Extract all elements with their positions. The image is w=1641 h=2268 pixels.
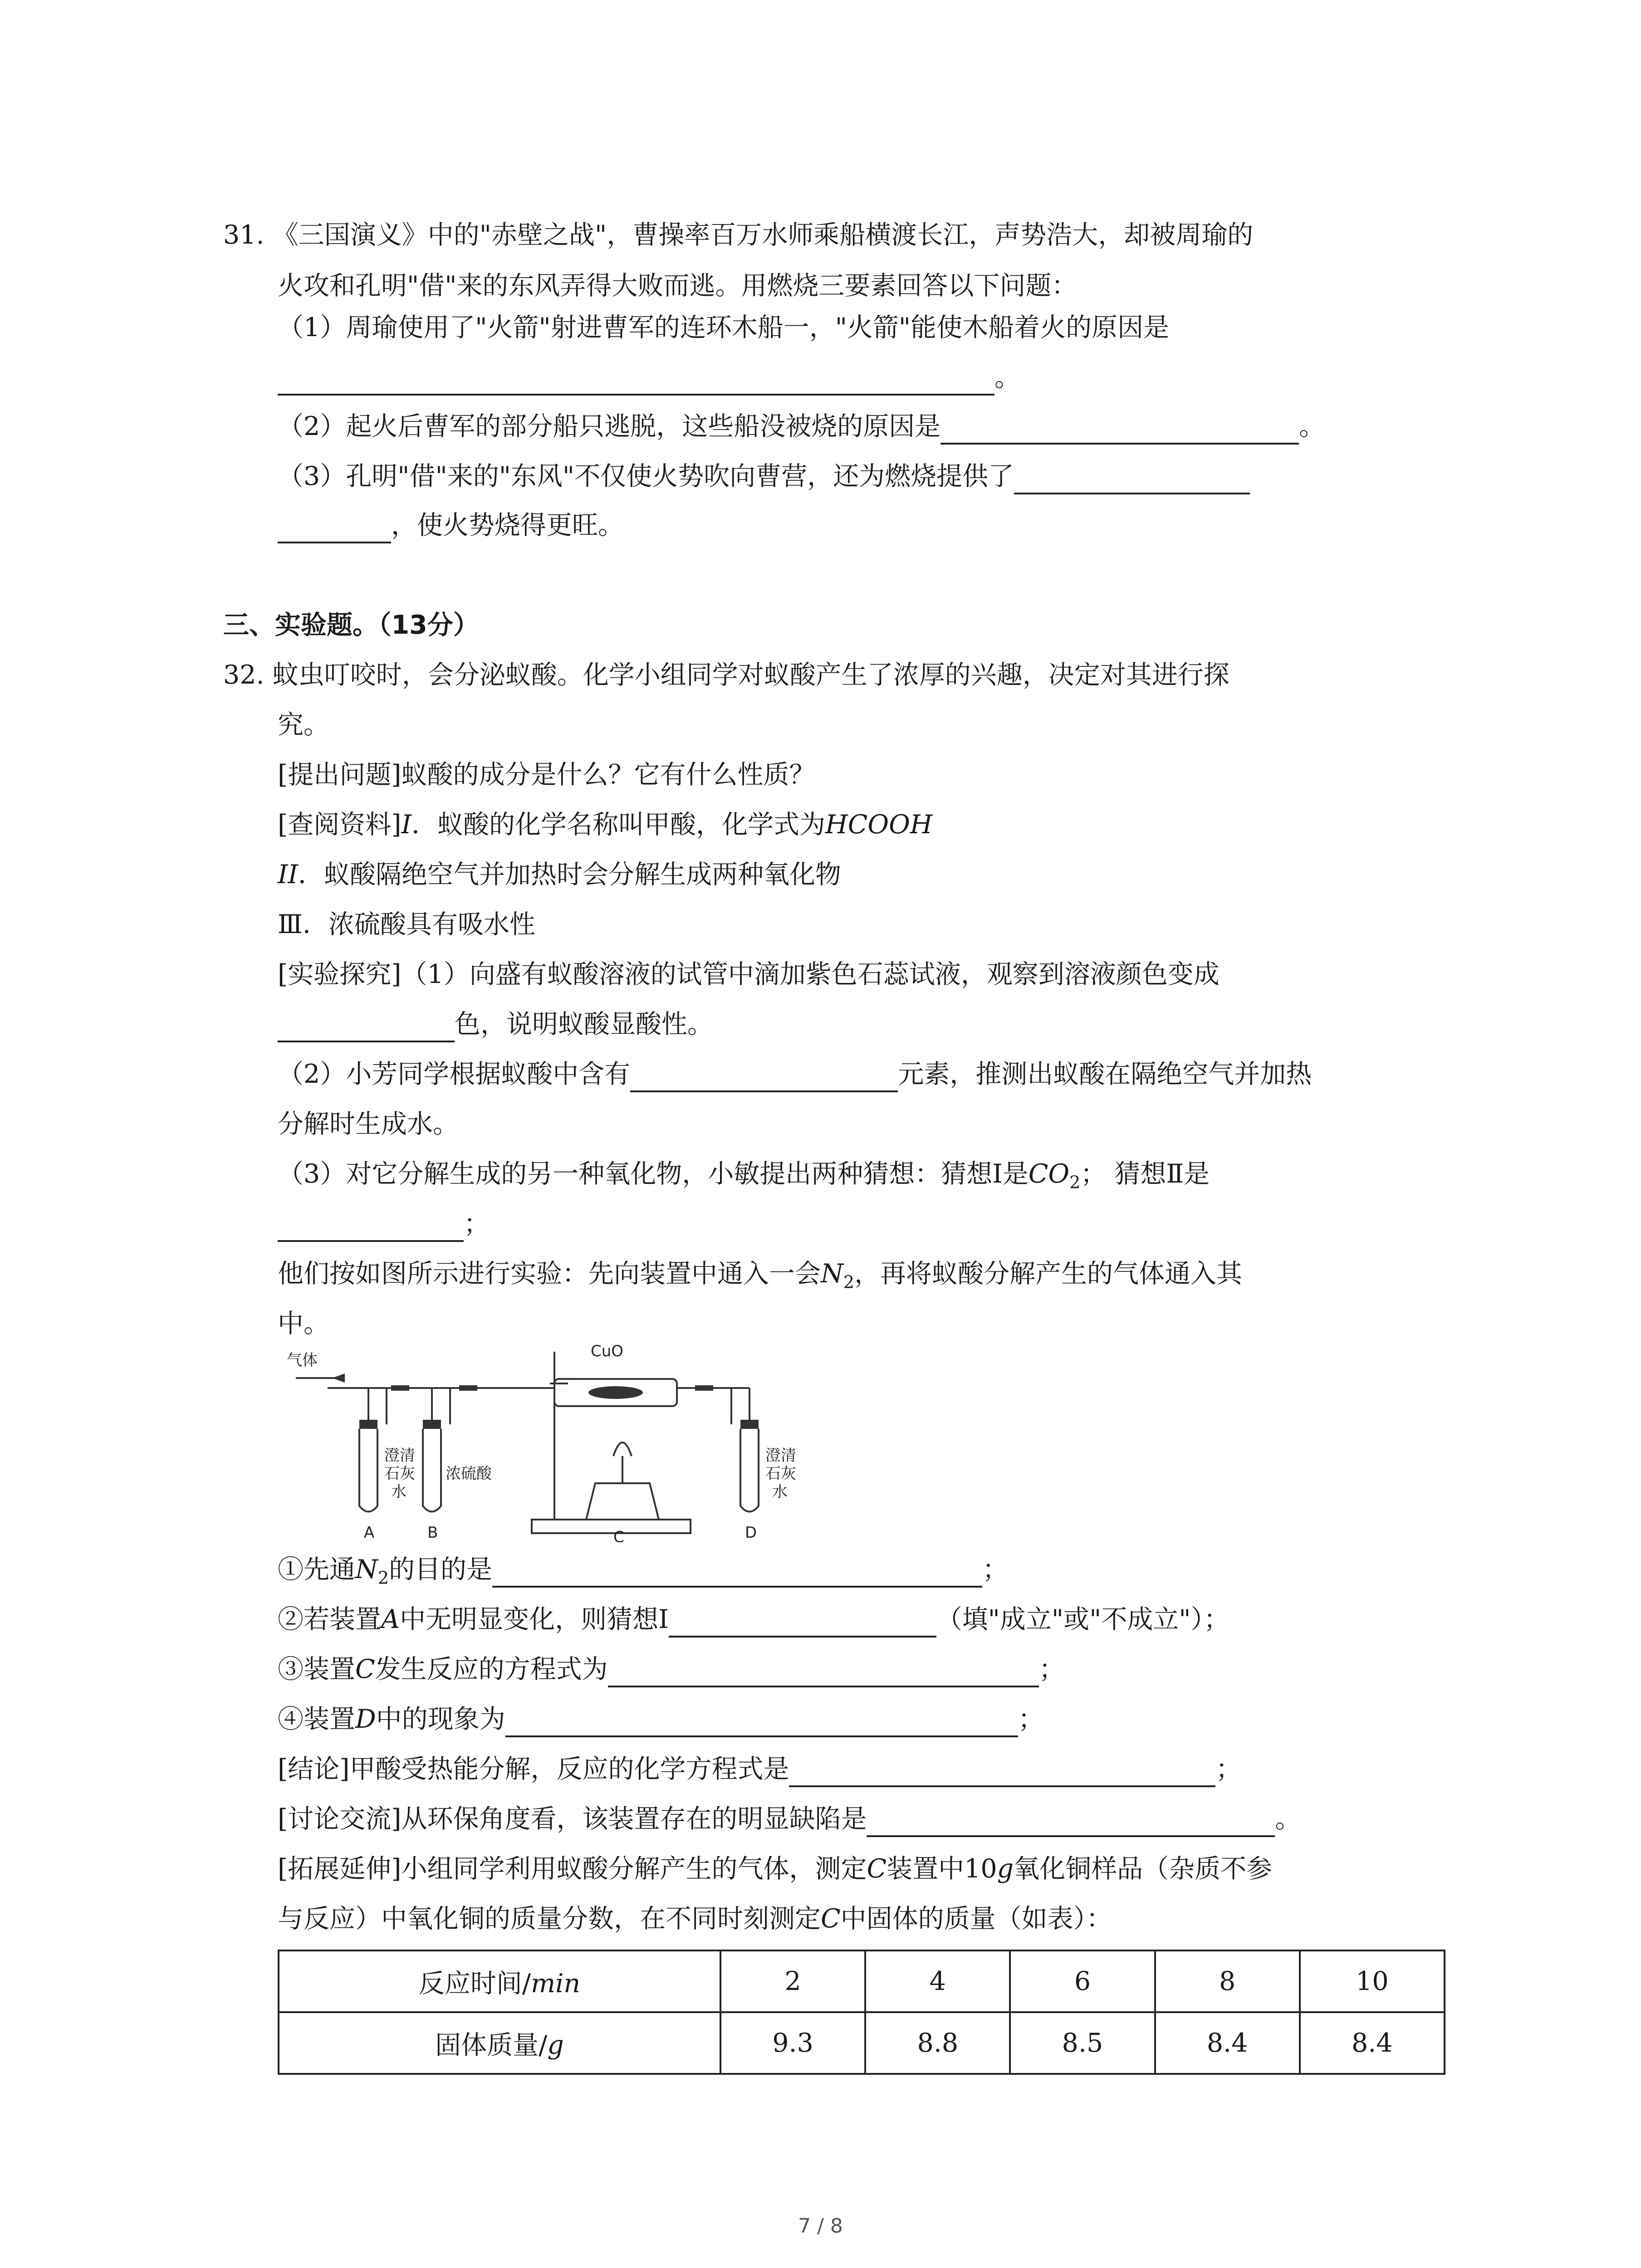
q31-part1: （1）周瑜使用了"火箭"射进曹军的连环木船一，"火箭"能使木船着火的原因是 — [278, 313, 1170, 342]
answer-blank[interactable] — [278, 1012, 455, 1042]
q31-line2: 火攻和孔明"借"来的东风弄得大败而逃。用燃烧三要素回答以下问题： — [278, 271, 1078, 301]
diagram-letter-a: A — [364, 1524, 375, 1542]
table-row-header: 固体质量/g — [279, 2012, 720, 2074]
mass-table — [278, 1950, 1445, 2075]
q32-info2: II．蚁酸隔绝空气并加热时会分解生成两种氧化物 — [278, 860, 842, 890]
answer-blank[interactable] — [608, 1657, 1039, 1687]
q32-step4: ④装置D中的现象为 ； — [278, 1701, 1044, 1737]
answer-blank[interactable] — [941, 415, 1299, 445]
q32-exp3-cont: ； — [278, 1206, 490, 1242]
q32-exp2-cont: 分解时生成水。 — [278, 1109, 459, 1139]
answer-blank[interactable] — [492, 1558, 982, 1588]
q31-part2: （2）起火后曹军的部分船只逃脱，这些船没被烧的原因是 。 — [278, 408, 1325, 445]
q32-exp1: [实验探究]（1）向盛有蚁酸溶液的试管中滴加紫色石蕊试液，观察到溶液颜色变成 — [278, 959, 1220, 989]
q32-discussion: [讨论交流]从环保角度看，该装置存在的明显缺陷是 。 — [278, 1801, 1301, 1837]
table-cell: 10 — [1300, 1950, 1445, 2012]
diagram-d-label: 石灰 — [765, 1465, 796, 1483]
answer-blank[interactable] — [278, 366, 994, 396]
answer-blank[interactable] — [669, 1608, 936, 1637]
answer-blank[interactable] — [278, 1212, 464, 1242]
page-number: 7 / 8 — [798, 2214, 843, 2238]
q31-part3-cont: ，使火势烧得更旺。 — [278, 507, 624, 543]
table-row — [279, 1950, 1445, 2012]
diagram-gas-label: 气体 — [287, 1351, 318, 1369]
answer-blank[interactable] — [1014, 464, 1250, 494]
table-row-header: 反应时间/min — [279, 1950, 720, 2012]
q32-extension: [拓展延伸]小组同学利用蚁酸分解产生的气体，测定C装置中10g氧化铜样品（杂质不参 — [278, 1854, 1273, 1884]
diagram-b-label: 浓硫酸 — [446, 1465, 492, 1483]
answer-blank[interactable] — [630, 1062, 898, 1092]
section-title: 三、实验题。（13分） — [223, 610, 479, 640]
answer-blank[interactable] — [867, 1807, 1275, 1837]
q31-line1: 31. 《三国演义》中的"赤壁之战"，曹操率百万水师乘船横渡长江，声势浩大，却被周瑜的 — [223, 220, 1254, 250]
q32-step3: ③装置C发生反应的方程式为 ； — [278, 1651, 1065, 1687]
q32-line1: 32. 蚊虫叮咬时，会分泌蚁酸。化学小组同学对蚁酸产生了浓厚的兴趣，决定对其进行探 — [223, 660, 1230, 690]
diagram-d-label: 水 — [772, 1483, 788, 1501]
diagram-d-label: 澄清 — [765, 1447, 796, 1465]
table-cell: 8 — [1155, 1950, 1300, 2012]
q32-question: [提出问题]蚁酸的成分是什么？它有什么性质？ — [278, 760, 815, 790]
q32-exp1-cont: 色，说明蚁酸显酸性。 — [278, 1006, 713, 1042]
answer-blank[interactable] — [789, 1757, 1215, 1787]
table-cell: 8.5 — [1010, 2012, 1155, 2074]
answer-blank[interactable] — [278, 513, 391, 543]
q32-conclusion: [结论]甲酸受热能分解，反应的化学方程式是 ； — [278, 1751, 1241, 1787]
q32-procedure: 他们按如图所示进行实验：先向装置中通入一会$N_2$，再将蚁酸分解产生的气体通入其 — [278, 1259, 1243, 1292]
diagram-letter-c: C — [613, 1528, 624, 1542]
q31-part1-answer-line: 。 — [278, 359, 1020, 396]
q32-info1: [查阅资料]I．蚁酸的化学名称叫甲酸，化学式为HCOOH — [278, 810, 933, 840]
diagram-letter-d: D — [745, 1524, 757, 1542]
q32-exp2: （2）小芳同学根据蚁酸中含有 元素，推测出蚁酸在隔绝空气并加热 — [278, 1056, 1312, 1092]
table-cell: 8.4 — [1300, 2012, 1445, 2074]
diagram-letter-b: B — [427, 1524, 438, 1542]
apparatus-diagram — [278, 1338, 813, 1542]
answer-blank[interactable] — [505, 1707, 1018, 1737]
table-cell: 8.8 — [865, 2012, 1010, 2074]
diagram-a-label: 澄清 — [384, 1447, 415, 1465]
q32-step1: ①先通$N_2$的目的是 ； — [278, 1554, 1009, 1588]
q31-part3: （3）孔明"借"来的"东风"不仅使火势吹向曹营，还为燃烧提供了 — [278, 458, 1250, 494]
q32-exp3: （3）对它分解生成的另一种氧化物，小敏提出两种猜想：猜想Ⅰ是$CO_2$； 猜想Ⅱ是 — [278, 1159, 1210, 1193]
q32-line2: 究。 — [278, 710, 329, 740]
table-cell: 9.3 — [720, 2012, 865, 2074]
diagram-a-label: 石灰 — [384, 1465, 415, 1483]
q32-info3: Ⅲ．浓硫酸具有吸水性 — [278, 909, 535, 939]
q32-procedure-cont: 中。 — [278, 1309, 329, 1339]
q32-extension-cont: 与反应）中氧化铜的质量分数，在不同时刻测定C中固体的质量（如表）： — [278, 1904, 1112, 1934]
table-cell: 2 — [720, 1950, 865, 2012]
diagram-cuo-label: CuO — [591, 1342, 624, 1360]
table-cell: 6 — [1010, 1950, 1155, 2012]
table-row — [279, 2012, 1445, 2074]
q32-step2: ②若装置A中无明显变化，则猜想Ⅰ （填"成立"或"不成立"）； — [278, 1601, 1230, 1637]
diagram-a-label: 水 — [391, 1483, 407, 1501]
table-cell: 4 — [865, 1950, 1010, 2012]
table-cell: 8.4 — [1155, 2012, 1300, 2074]
